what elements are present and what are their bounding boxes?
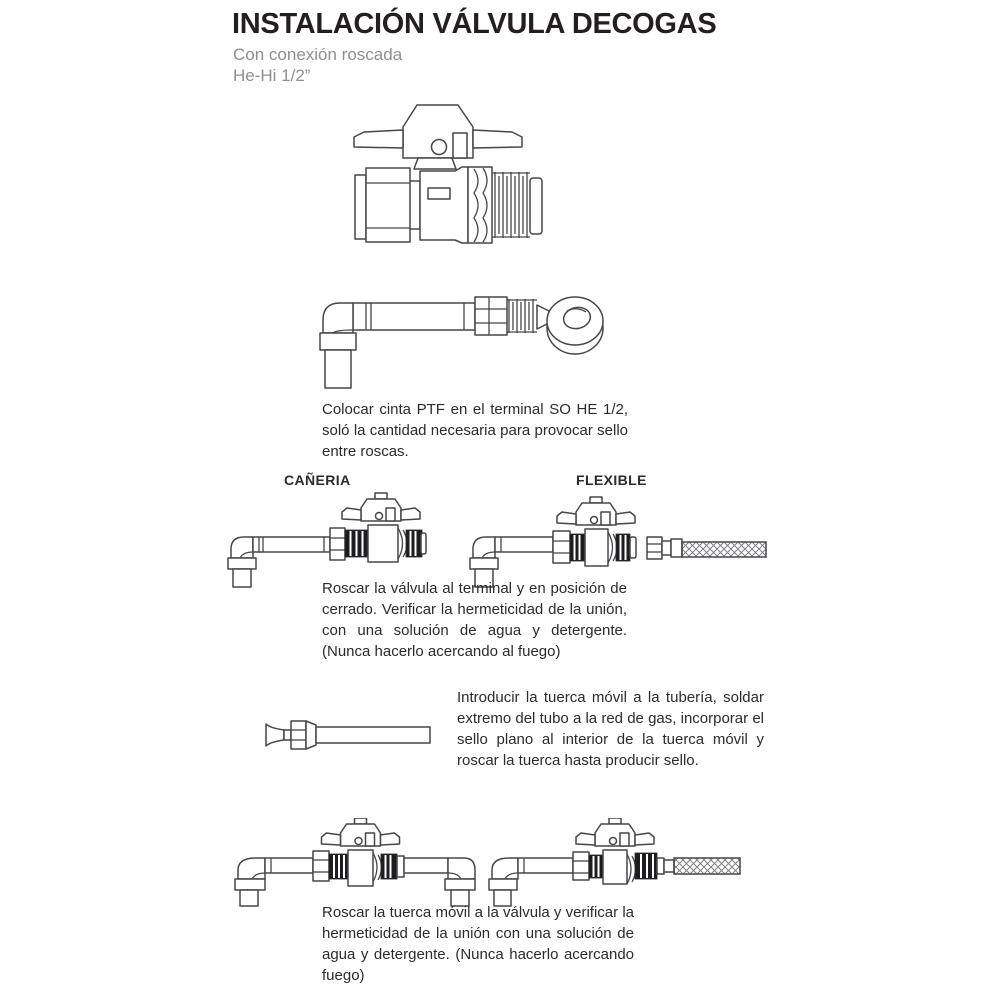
flexible-assembly-figure xyxy=(458,496,768,588)
ptf-tape-figure xyxy=(296,288,628,393)
nut-on-tube-figure xyxy=(257,699,437,761)
step-4-text: Roscar la tuerca móvil a la válvula y verificar la hermeticidad de la unión con una solución de agua y detergente. (Nunca hacerlo acercando fuego) xyxy=(322,904,634,984)
valve-handle xyxy=(576,818,654,846)
flexible-final-assembly-figure xyxy=(487,818,747,913)
page-title: INSTALACIÓN VÁLVULA DECOGAS xyxy=(232,8,717,40)
step-2-text: Roscar la válvula al terminal y en posición de cerrado. Verificar la hermeticidad de la unión, con una solución de agua y detergente. (Nunca hacerlo acercando al fuego) xyxy=(322,580,627,660)
subtitle-thread-size: He-Hi 1/2” xyxy=(233,66,311,85)
caneria-assembly-figure xyxy=(213,490,428,590)
valve-handle xyxy=(342,493,420,521)
flexible-label: FLEXIBLE xyxy=(576,472,647,488)
ball-valve-figure xyxy=(340,97,580,252)
pipe-final-assembly-figure xyxy=(212,818,477,913)
valve-handle xyxy=(322,818,400,846)
step-1-text: Colocar cinta PTF en el terminal SO HE 1/2, soló la cantidad necesaria para provocar sello entre roscas. xyxy=(322,401,628,460)
valve-handle xyxy=(557,497,635,525)
subtitle-connection-type: Con conexión roscada xyxy=(233,45,403,64)
caneria-label: CAÑERIA xyxy=(284,472,351,488)
step-3-text: Introducir la tuerca móvil a la tubería, soldar extremo del tubo a la red de gas, incorporar el sello plano al interior de la tuerca móvil y roscar la tuerca hasta producir sello. xyxy=(457,689,764,769)
